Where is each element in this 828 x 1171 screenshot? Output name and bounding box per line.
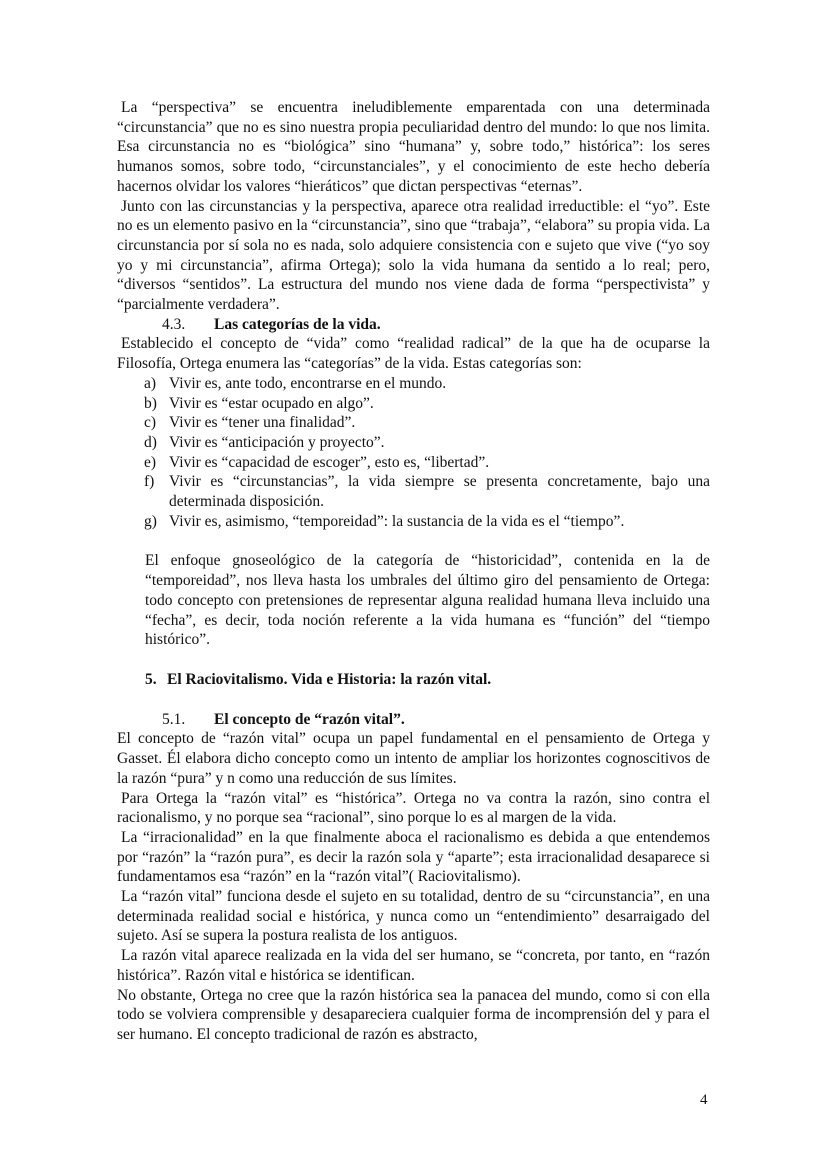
paragraph-categorias-intro: Establecido el concepto de “vida” como “realidad radical” de la que ha de ocuparse la Filosofía, Ortega enumera las “categorías” de la vida. Estas categorías son:	[117, 335, 710, 373]
spacer	[117, 531, 710, 551]
section-4-3-heading	[162, 315, 710, 335]
section-number: 4.3.	[162, 315, 186, 333]
list-item	[117, 374, 710, 394]
paragraph-irracionalidad: La “irracionalidad” en la que finalmente aboca el racionalismo es debida a que entendemos por “razón” la “razón pura”, es decir la razón sola y “aparte”; esta irracionalidad desaparece si fundamentamos esa “razón” en la “razón vital”( Raciovitalismo).	[117, 828, 710, 886]
list-item	[117, 433, 710, 453]
spacer	[117, 690, 710, 710]
categories-list	[117, 374, 710, 532]
section-title: El concepto de “razón vital”.	[214, 710, 405, 728]
section-5-1-heading	[162, 710, 710, 730]
list-item	[117, 394, 710, 414]
list-marker: f)	[144, 473, 155, 491]
page-number: 4	[700, 1092, 708, 1108]
list-item-text: Vivir es “estar ocupado en algo”.	[169, 394, 374, 412]
spacer	[117, 650, 710, 670]
section-title: Las categorías de la vida.	[214, 315, 381, 333]
list-item	[117, 413, 710, 433]
list-item-text: Vivir es, asimismo, “temporeidad”: la sustancia de la vida es el “tiempo”.	[169, 512, 625, 530]
paragraph-razon-historica: Para Ortega la “razón vital” es “histórica”. Ortega no va contra la razón, sino contra el racionalismo, y no porque sea “racional”, sino porque lo es al margen de la vida.	[117, 789, 710, 827]
list-marker: c)	[144, 414, 157, 432]
list-item-text: Vivir es “circunstancias”, la vida siempre se presenta concretamente, bajo una determinada disposición.	[169, 473, 710, 511]
paragraph-no-obstante: No obstante, Ortega no cree que la razón histórica sea la panacea del mundo, como si con ella todo se volviera comprensible y desapareciera cualquier forma de incomprensión del y para el ser humano. El concepto tradicional de razón es abstracto,	[117, 986, 710, 1043]
list-marker: b)	[144, 394, 157, 412]
list-item	[117, 453, 710, 473]
list-marker: a)	[144, 374, 157, 392]
list-item-text: Vivir es “anticipación y proyecto”.	[169, 433, 385, 451]
list-item	[117, 512, 710, 532]
list-item-text: Vivir es, ante todo, encontrarse en el mundo.	[169, 374, 447, 392]
paragraph-perspectiva: La “perspectiva” se encuentra ineludiblemente emparentada con una determinada “circunstancia” que no es sino nuestra propia peculiaridad dentro del mundo: lo que nos limita. Esa circunstancia no es “biológica” sino “humana” y, sobre todo,” histórica”: los seres humanos somos, sobre todo, “circunstanciales”, y el conocimiento de este hecho debería hacernos olvidar los valores “hieráticos” que dictan perspectivas “eternas”.	[117, 99, 710, 195]
paragraph-sujeto-totalidad: La “razón vital” funciona desde el sujeto en su totalidad, dentro de su “circunstancia”, en una determinada realidad social e histórica, y nunca como un “entendimiento” desarraigado del sujeto. Así se supera la postura realista de los antiguos.	[117, 888, 710, 945]
section-number: 5.1.	[162, 710, 186, 728]
paragraph-razon-vital-concepto: El concepto de “razón vital” ocupa un papel fundamental en el pensamiento de Ortega y Gasset. Él elabora dicho concepto como un intento de ampliar los horizontes cognoscitivos de la razón “pura” y n como una reducción de sus límites.	[117, 730, 710, 787]
list-item	[117, 472, 710, 511]
list-item-text: Vivir es “capacidad de escoger”, esto es, “libertad”.	[169, 453, 490, 471]
section-5-heading	[145, 670, 710, 690]
list-item-text: Vivir es “tener una finalidad”.	[169, 414, 356, 432]
list-marker: g)	[144, 512, 157, 530]
list-marker: d)	[144, 433, 157, 451]
paragraph-historicidad: El enfoque gnoseológico de la categoría de “historicidad”, contenida en la de “temporeidad”, nos lleva hasta los umbrales del último giro del pensamiento de Ortega: todo concepto con pretensiones de representar alguna realidad humana lleva incluido una “fecha”, es decir, toda noción referente a la vida humana es “función” del “tiempo histórico”.	[145, 552, 710, 649]
document-body	[117, 98, 710, 1045]
list-marker: e)	[144, 453, 157, 471]
section-number: 5.	[145, 670, 157, 688]
section-title: El Raciovitalismo. Vida e Historia: la razón vital.	[167, 670, 492, 688]
paragraph-vida-humana: La razón vital aparece realizada en la vida del ser humano, se “concreta, por tanto, en “razón histórica”. Razón vital e histórica se identifican.	[117, 947, 710, 984]
paragraph-yo: Junto con las circunstancias y la perspectiva, aparece otra realidad irreductible: el “yo”. Este no es un elemento pasivo en la “circunstancia”, sino que “trabaja”, “elabora” su propia vida. La circunstancia por sí sola no es nada, solo adquiere consistencia con e sujeto que vive (“yo soy yo y mi circunstancia”, afirma Ortega); solo la vida humana da sentido a lo real; pero, “diversos “sentidos”. La estructura del mundo nos viene dada de forma “perspectivista” y “parcialmente verdadera”.	[117, 197, 710, 314]
